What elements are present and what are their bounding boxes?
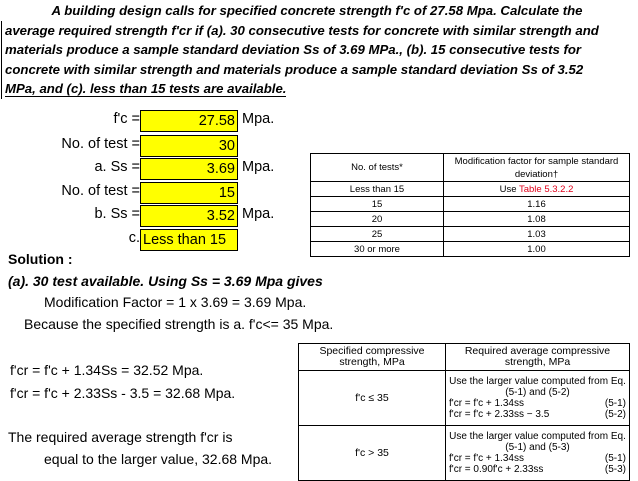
equation-2: f'cr = f'c + 2.33Ss - 3.5 = 32.68 Mpa. [10, 385, 236, 401]
ss-a-value: 3.69 [140, 158, 238, 180]
req-header-required: Required average compressive strength, MPa [446, 344, 630, 371]
tests-b-label: No. of test = [61, 183, 140, 199]
req-header-specified: Specified compressive strength, MPa [299, 344, 446, 371]
problem-line-2: average required strength f'cr if (a). 30 consecutive tests for concrete with similar strength and [1, 21, 632, 41]
because-line: Because the specified strength is a. f'c<= 35 Mpa. [24, 316, 334, 332]
mod-cell: 20 [311, 212, 444, 227]
tests-a-value: 30 [140, 135, 238, 157]
mod-cell: Less than 15 [311, 182, 444, 197]
problem-line-1: A building design calls for specified concrete strength f'c of 27.58 Mpa. Calculate the [51, 3, 583, 18]
req-eq-5-1: f'cr = f'c + 1.34ss [449, 398, 524, 409]
solution-part-a: (a). 30 test available. Using Ss = 3.69 Mpa gives [8, 273, 323, 289]
fc-unit: Mpa. [242, 111, 275, 127]
mod-cell: 1.00 [444, 242, 630, 257]
req-intro-1: Use the larger value computed from Eq. (5-1) and (5-2) [449, 376, 626, 398]
req-eq-5-3: f'cr = 0.90f'c + 2.33ss [449, 464, 544, 475]
conclusion-line-1: The required average strength f'cr is [8, 429, 233, 445]
ss-a-label: a. Ss = [94, 159, 140, 175]
table-reference-link[interactable]: Table 5.3.2.2 [518, 183, 574, 195]
tests-a-label: No. of test = [61, 136, 140, 152]
problem-statement [2, 1, 632, 99]
mod-cell: 1.08 [444, 212, 630, 227]
equation-1: f'cr = f'c + 1.34Ss = 32.52 Mpa. [10, 362, 204, 378]
req-cond-2: f'c > 35 [299, 426, 446, 481]
req-cell-2 [446, 426, 630, 481]
mod-header-factor: Modification factor for sample standard deviation† [444, 154, 630, 182]
required-strength-table [298, 343, 630, 481]
tests-b-value: 15 [140, 182, 238, 204]
modification-factor-table [310, 153, 630, 257]
mod-cell: 25 [311, 227, 444, 242]
req-eq-5-1: f'cr = f'c + 1.34ss [449, 453, 524, 464]
mod-cell: Use Table 5.3.2.2 [444, 182, 630, 197]
problem-line-4: concrete with similar strength and materials produce a sample standard deviation Ss of 3.52 [1, 60, 632, 80]
req-eq-5-2: f'cr = f'c + 2.33ss − 3.5 [449, 409, 550, 420]
conclusion-line-2: equal to the larger value, 32.68 Mpa. [44, 451, 273, 467]
ss-a-unit: Mpa. [242, 159, 275, 175]
c-value: Less than 15 [140, 229, 238, 251]
fc-value: 27.58 [140, 110, 238, 132]
problem-line-5: MPa, and (c). less than 15 tests are available. [5, 81, 287, 96]
ss-b-unit: Mpa. [242, 206, 275, 222]
ss-b-value: 3.52 [140, 205, 238, 227]
mod-cell: 15 [311, 197, 444, 212]
fc-label: f'c = [113, 111, 140, 127]
modification-factor-line: Modification Factor = 1 x 3.69 = 3.69 Mpa. [44, 294, 307, 310]
mod-cell: 30 or more [311, 242, 444, 257]
req-cond-1: f'c ≤ 35 [299, 371, 446, 426]
req-cell-1 [446, 371, 630, 426]
req-eq-num: (5-1) [604, 453, 626, 464]
req-eq-num: (5-2) [604, 409, 626, 420]
mod-header-tests: No. of tests* [311, 154, 444, 182]
req-eq-num: (5-1) [604, 398, 626, 409]
ss-b-label: b. Ss = [94, 206, 140, 222]
problem-line-3: materials produce a sample standard deviation Ss of 3.69 MPa., (b). 15 consecutive tests for [1, 40, 632, 60]
mod-cell: 1.03 [444, 227, 630, 242]
c-label: c. [128, 230, 140, 246]
req-intro-2: Use the larger value computed from Eq. (5-1) and (5-3) [449, 431, 626, 453]
mod-cell: 1.16 [444, 197, 630, 212]
req-eq-num: (5-3) [604, 464, 626, 475]
solution-heading: Solution : [8, 251, 73, 267]
